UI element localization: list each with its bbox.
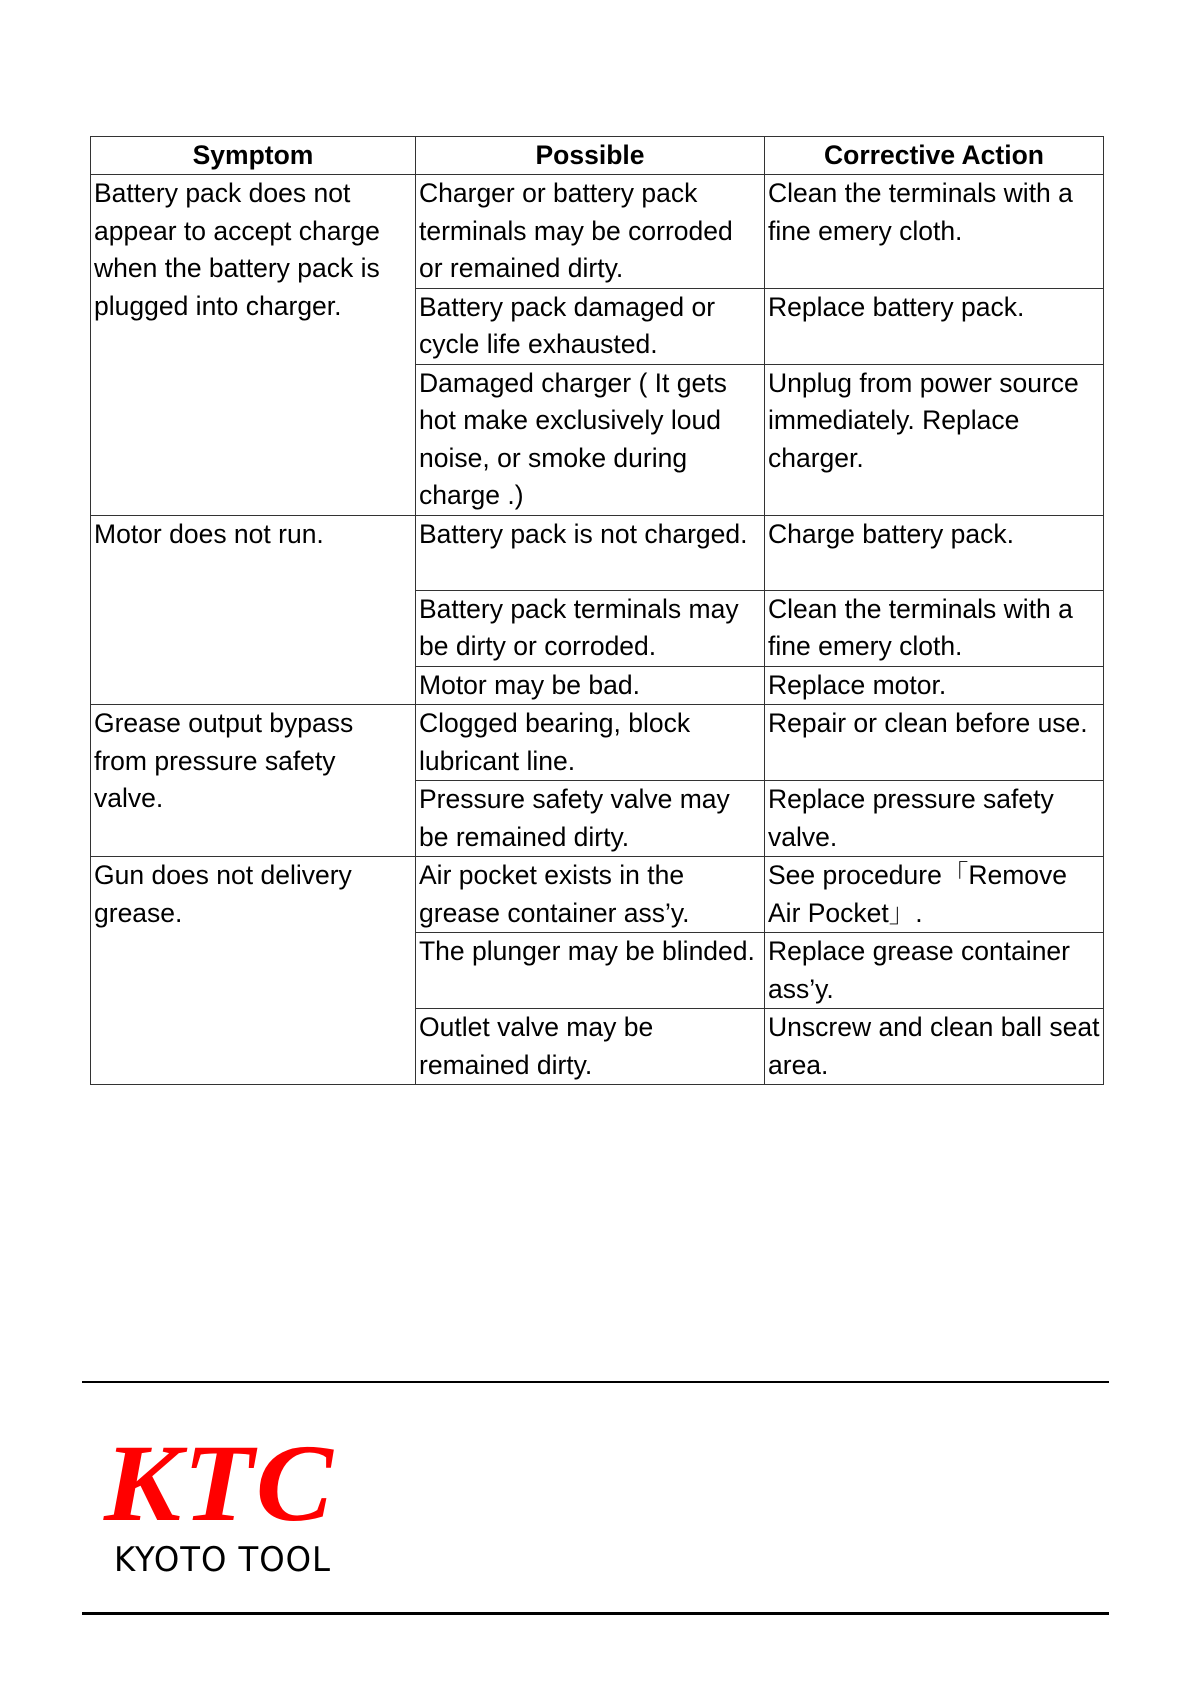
header-possible: Possible [416,137,765,175]
possible-cause-cell: Outlet valve may be remained dirty. [416,1009,765,1085]
possible-cause-cell: Air pocket exists in the grease container ass’y. [416,857,765,933]
corrective-action-cell: Replace battery pack. [765,288,1104,364]
table-row [91,175,1104,289]
possible-cause-cell: Battery pack is not charged. [416,515,765,590]
symptom-cell: Battery pack does not appear to accept charge when the battery pack is plugged into charger. [91,175,416,516]
footer-top-rule [82,1381,1109,1383]
corrective-action-cell: Unscrew and clean ball seat area. [765,1009,1104,1085]
possible-cause-cell: Pressure safety valve may be remained dirty. [416,781,765,857]
corrective-action-cell: Replace grease container ass’y. [765,933,1104,1009]
possible-cause-cell: Motor may be bad. [416,666,765,705]
corrective-action-cell: Clean the terminals with a fine emery cloth. [765,590,1104,666]
symptom-cell: Gun does not delivery grease. [91,857,416,1085]
header-symptom: Symptom [91,137,416,175]
table-row [91,515,1104,590]
header-corrective-action: Corrective Action [765,137,1104,175]
header-row [91,137,1104,175]
logo-mark: KTC [104,1422,335,1544]
table-row [91,857,1104,933]
troubleshooting-table [90,136,1104,1085]
possible-cause-cell: Battery pack terminals may be dirty or corroded. [416,590,765,666]
corrective-action-cell: Clean the terminals with a fine emery cloth. [765,175,1104,289]
possible-cause-cell: The plunger may be blinded. [416,933,765,1009]
corrective-action-cell: Replace pressure safety valve. [765,781,1104,857]
footer-bottom-rule [82,1612,1109,1615]
corrective-action-cell: See procedure「Remove Air Pocket」. [765,857,1104,933]
logo-text: KYOTO TOOL [114,1540,331,1580]
possible-cause-cell: Damaged charger ( It gets hot make exclusively loud noise, or smoke during charge .) [416,364,765,515]
possible-cause-cell: Clogged bearing, block lubricant line. [416,705,765,781]
symptom-cell: Grease output bypass from pressure safety valve. [91,705,416,857]
possible-cause-cell: Charger or battery pack terminals may be corroded or remained dirty. [416,175,765,289]
corrective-action-cell: Charge battery pack. [765,515,1104,590]
table-row [91,705,1104,781]
possible-cause-cell: Battery pack damaged or cycle life exhausted. [416,288,765,364]
corrective-action-cell: Repair or clean before use. [765,705,1104,781]
corrective-action-cell: Unplug from power source immediately. Replace charger. [765,364,1104,515]
ktc-logo [104,1422,364,1580]
corrective-action-cell: Replace motor. [765,666,1104,705]
symptom-cell: Motor does not run. [91,515,416,705]
